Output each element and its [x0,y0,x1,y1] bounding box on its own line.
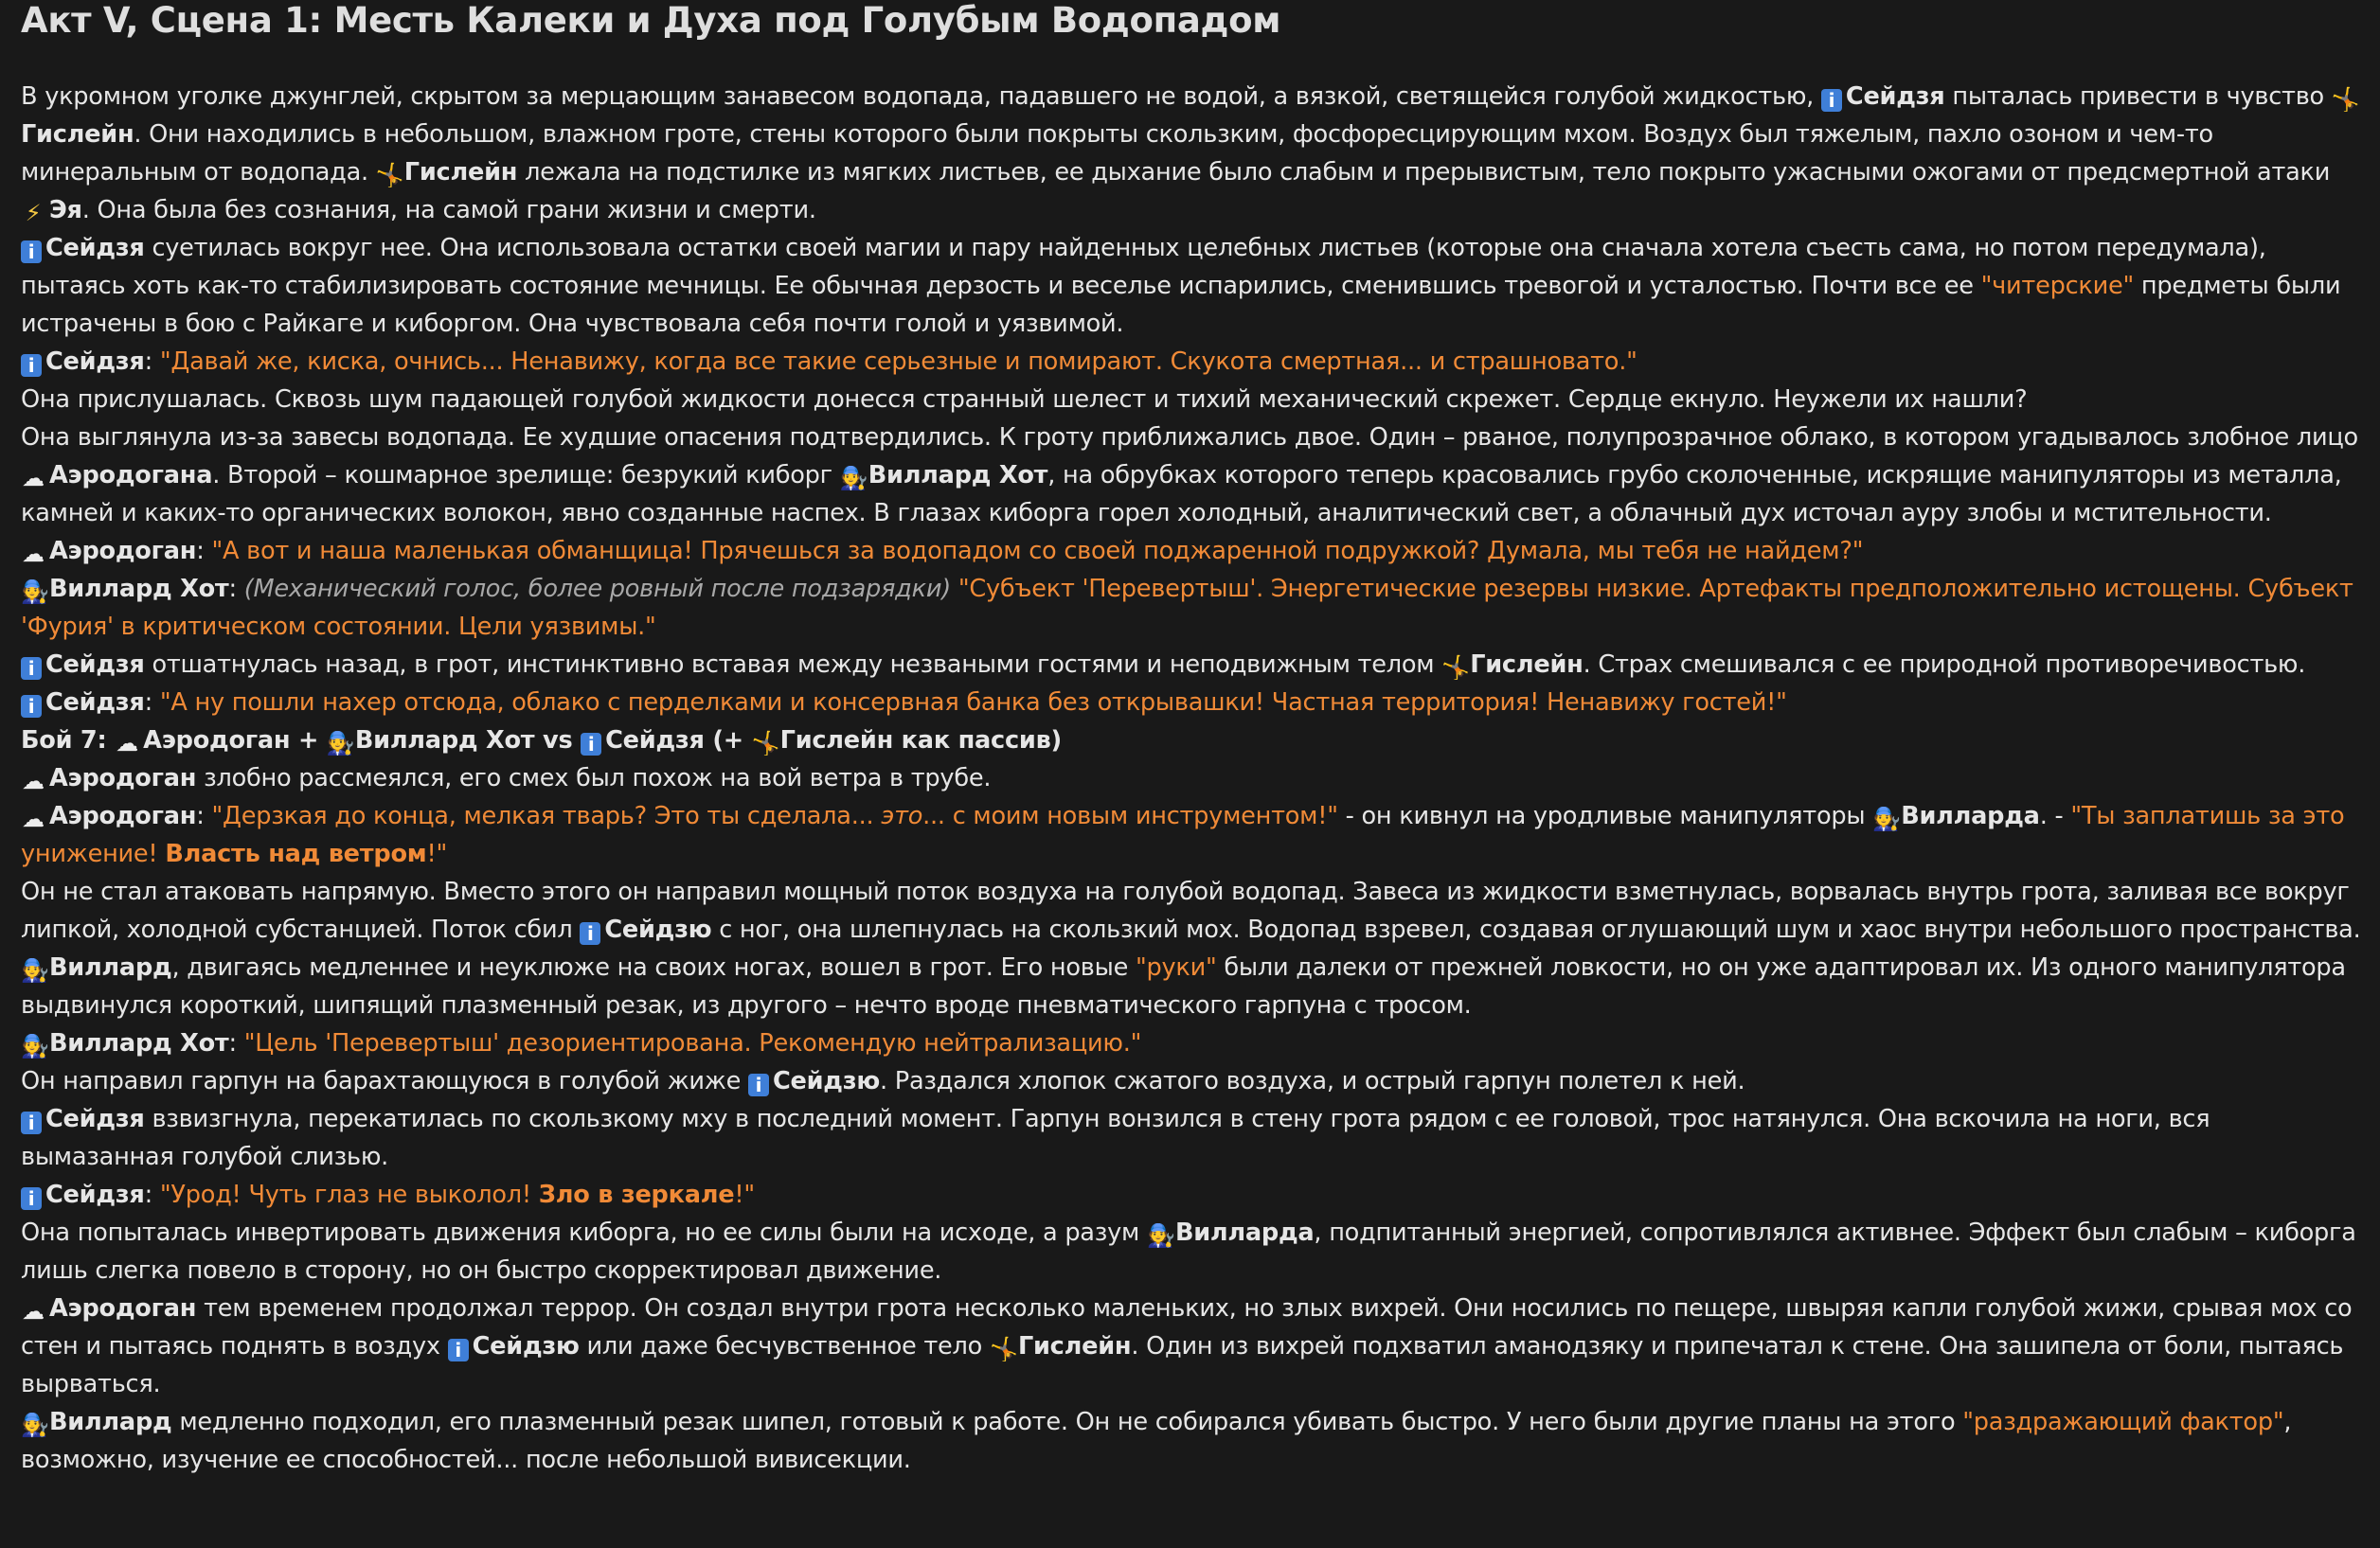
quote-text: ... с моим новым инструментом!" [922,802,1338,830]
paragraph [21,1100,2361,1176]
narration-text: . - [2039,802,2071,830]
quote-text: !" [426,840,447,868]
character-name: Сейдзю [472,1332,580,1361]
info-icon: i [1821,89,1842,112]
character-name: Сейдзя [45,1105,145,1133]
narration-text [951,575,958,603]
paragraph [21,418,2361,532]
narration-text: , возможно, изучение ее способностей... после небольшой вивисекции. [21,1408,2292,1474]
character-name: Аэродоган + [143,726,327,755]
paragraph [21,949,2361,1024]
paragraph [21,532,2361,570]
technologist-icon: 🧑‍🔧 [21,957,49,984]
narration-text: Она прислушалась. Сквозь шум падающей голубой жидкости донесся странный шелест и тихий механический скрежет. Сердце екнуло. Неужели их нашли? [21,385,2028,414]
character-name: Сейдзя [1845,82,1945,111]
narration-text: , на обрубках которого теперь красовались грубо сколоченные, искрящие манипуляторы из металла, камней и каких-то органических волокон, явно созданные наспех. В глазах киборга горел холодный, аналитический свет, а облачный дух источал ауру злобы и мстительности. [21,461,2342,527]
page-title: Акт V, Сцена 1: Месть Калеки и Духа под Голубым Водопадом [21,0,1281,41]
narration-text: : [144,688,160,717]
narration-text: , подпитанный энергией, сопротивлялся активнее. Эффект был слабым – киборга лишь слегка повело в сторону, но он быстро скорректировал движение. [21,1219,2356,1285]
info-icon: i [21,657,42,680]
narration-text: взвизгнула, перекатилась по скользкому мху в последний момент. Гарпун вонзился в стену грота рядом с ее головой, трос натянулся. Она вскочила на ноги, вся вымазанная голубой слизью. [21,1105,2210,1171]
narration-text: лежала на подстилке из мягких листьев, ее дыхание было слабым и прерывистым, тело покрыто ужасными ожогами от предсмертной атаки [517,158,2331,187]
info-icon: i [580,922,600,945]
technologist-icon: 🧑‍🔧 [326,730,355,756]
technologist-icon: 🧑‍🔧 [839,465,868,491]
quote-text: Зло в зеркале [538,1181,735,1209]
narration-text: . Они находились в небольшом, влажном гроте, стены которого были покрыты скользким, фосфоресцирующим мхом. Воздух был тяжелым, пахло озоном и чем-то минеральным от водопада. [21,120,2213,187]
acrobat-icon: 🤸 [989,1336,1018,1362]
cloud-icon: ☁ [116,730,139,756]
narration-text: были далеки от прежней ловкости, но он уже адаптировал их. Из одного манипулятора выдвинулся короткий, шипящий плазменный резак, из другого – нечто вроде пневматического гарпуна с тросом. [21,953,2346,1020]
cloud-icon: ☁ [22,1298,45,1325]
character-name: Виллард [49,953,172,982]
quote-text: "А вот и наша маленькая обманщица! Прячешься за водопадом со своей поджаренной подружкой? Думала, мы тебя не найдем?" [211,537,1864,565]
quote-text: "руки" [1135,953,1217,982]
character-name: Вилларда [1174,1219,1315,1247]
character-name: Сейдзя (+ [605,726,752,755]
narration-text: . Второй – кошмарное зрелище: безрукий киборг [212,461,840,489]
narration-text: , двигаясь медленнее и неуклюже на своих ногах, вошел в грот. Его новые [171,953,1136,982]
paragraph [21,721,2361,759]
narration-text: . Она была без сознания, на самой грани жизни и смерти. [81,196,816,224]
technologist-icon: 🧑‍🔧 [21,1412,49,1438]
character-name: Аэродоган [49,1294,197,1323]
info-icon: i [21,695,42,718]
narration-text: Она попыталась инвертировать движения киборга, но ее силы были на исходе, а разум [21,1219,1147,1247]
narration-text: : [196,537,212,565]
character-name: Гислейн как пассив) [779,726,1062,755]
character-name: Вилларда [1901,802,2040,830]
quote-text: "А ну пошли нахер отсюда, облако с перделками и консервная банка без открывашки! Частная территория! Ненавижу гостей!" [159,688,1787,717]
narration-text: с ног, она шлепнулась на скользкий мох. Водопад взревел, создавая оглушающий шум и хаос внутри небольшого пространства. [711,916,2361,944]
character-name: Гислейн [403,158,518,187]
acrobat-icon: 🤸 [2331,86,2360,113]
paragraph [21,1062,2361,1100]
narration-text: : [144,347,160,376]
document-body [21,78,2361,1479]
character-name: Сейдзю [604,916,712,944]
technologist-icon: 🧑‍🔧 [21,578,49,605]
info-icon: i [21,1112,42,1134]
narration-text: медленно подходил, его плазменный резак шипел, готовый к работе. Он не собирался убивать быстро. У него были другие планы на этого [171,1408,1963,1436]
character-name: Гислейн [21,120,134,149]
character-name: Аэродоган [49,802,197,830]
quote-text: "Урод! Чуть глаз не выколол! [159,1181,539,1209]
narration-text: злобно рассмеялся, его смех был похож на вой ветра в трубе. [196,764,992,792]
character-name: Сейдзя [45,650,145,679]
character-name: Сейдзя [45,347,145,376]
narration-text: Она выглянула из-за завесы водопада. Ее худшие опасения подтвердились. К гроту приближались двое. Один – рваное, полупрозрачное облако, в котором угадывалось злобное лицо [21,423,2358,452]
paragraph [21,1024,2361,1062]
paragraph [21,381,2361,418]
quote-text: "Ты заплатишь за это унижение! [21,802,2345,868]
info-icon: i [748,1074,769,1096]
narration-text: или даже бесчувственное тело [579,1332,990,1361]
quote-text: Власть над ветром [165,840,427,868]
narration-text: предметы были истрачены в бою с Райкаге и киборгом. Она чувствовала себя почти голой и уязвимой. [21,272,2341,338]
paragraph [21,229,2361,343]
paragraph [21,570,2361,646]
narration-text: Он не стал атаковать напрямую. Вместо этого он направил мощный поток воздуха на голубой водопад. Завеса из жидкости взметнулась, ворвалась внутрь грота, заливая все вокруг липкой, холодной субстанцией. Поток сбил [21,878,2350,944]
narration-text: . Раздался хлопок сжатого воздуха, и острый гарпун полетел к ней. [879,1067,1745,1095]
narration-text: : [228,575,244,603]
paragraph [21,1403,2361,1479]
character-name: Виллард Хот [868,461,1048,489]
acrobat-icon: 🤸 [751,730,780,756]
character-name: Аэродогана [49,461,213,489]
character-name: Аэродоган [49,764,197,792]
character-name: Гислейн [1017,1332,1132,1361]
technologist-icon: 🧑‍🔧 [1872,806,1901,832]
lightning-icon: ⚡ [25,200,42,226]
info-icon: i [21,354,42,377]
narration-text: Он направил гарпун на барахтающуюся в голубой жиже [21,1067,748,1095]
narration-text: В укромном уголке джунглей, скрытом за мерцающим занавесом водопада, падавшего не водой, а вязкой, светящейся голубой жидкостью, [21,82,1821,111]
quote-text: "раздражающий фактор" [1962,1408,2284,1436]
narration-text: отшатнулась назад, в грот, инстинктивно вставая между незваными гостями и неподвижным телом [144,650,1442,679]
info-icon: i [21,240,42,263]
character-name: Аэродоган [49,537,197,565]
narration-text: суетилась вокруг нее. Она использовала остатки своей магии и пару найденных целебных листьев (которые она сначала хотела съесть сама, но потом передумала), пытаясь хоть как-то стабилизировать состояние мечницы. Ее обычная дерзость и веселье испарились, сменившись тревогой и усталостью. Почти все ее [21,234,2266,300]
character-name: Виллард Хот [49,575,229,603]
narration-text: . Один из вихрей подхватил аманодзяку и припечатал к стене. Она зашипела от боли, пытаясь вырваться. [21,1332,2344,1398]
character-name: Эя [49,196,82,224]
paragraph [21,684,2361,721]
paragraph [21,1290,2361,1403]
stage-direction: (Механический голос, более ровный после подзарядки) [243,575,951,603]
narration-text: : [228,1029,244,1058]
acrobat-icon: 🤸 [1441,654,1470,681]
narration-text: тем временем продолжал террор. Он создал внутри грота несколько маленьких, но злых вихрей. Они носились по пещере, швыряя капли голубой жижи, срывая мох со стен и пытаясь поднять в воздух [21,1294,2353,1361]
paragraph [21,797,2361,873]
info-icon: i [581,733,601,756]
character-name: Сейдзю [772,1067,880,1095]
character-name: Сейдзя [45,234,145,262]
quote-text: "Цель 'Перевертыш' дезориентирована. Рекомендую нейтрализацию." [243,1029,1142,1058]
paragraph [21,646,2361,684]
character-name: Виллард Хот [49,1029,229,1058]
character-name: Виллард [49,1408,172,1436]
technologist-icon: 🧑‍🔧 [1146,1222,1175,1249]
character-name: Сейдзя [45,688,145,717]
narration-text: пыталась привести в чувство [1944,82,2332,111]
character-name: Виллард Хот vs [354,726,582,755]
narration-text: . Страх смешивался с ее природной противоречивостью. [1583,650,2306,679]
cloud-icon: ☁ [22,806,45,832]
paragraph [21,759,2361,797]
cloud-icon: ☁ [22,541,45,567]
character-name: Гислейн [1470,650,1584,679]
paragraph [21,78,2361,229]
quote-text: !" [734,1181,755,1209]
narration-text: : [196,802,212,830]
paragraph [21,343,2361,381]
technologist-icon: 🧑‍🔧 [21,1033,49,1059]
character-name: Бой 7: [21,726,116,755]
info-icon: i [21,1187,42,1210]
cloud-icon: ☁ [22,465,45,491]
quote-text: "читерские" [1980,272,2135,300]
cloud-icon: ☁ [22,768,45,794]
paragraph [21,1176,2361,1214]
narration-text: - он кивнул на уродливые манипуляторы [1337,802,1873,830]
acrobat-icon: 🤸 [375,162,404,188]
quote-text: "Дерзкая до конца, мелкая тварь? Это ты сделала... [211,802,882,830]
character-name: Сейдзя [45,1181,145,1209]
quote-text: "Субъект 'Перевертыш'. Энергетические резервы низкие. Артефакты предположительно истощены. Субъект 'Фурия' в критическом состоянии. Цели уязвимы." [21,575,2353,641]
quote-text: это [881,802,923,830]
narration-text: : [144,1181,160,1209]
quote-text: "Давай же, киска, очнись... Ненавижу, когда все такие серьезные и помирают. Скукота смертная... и страшновато." [159,347,1637,376]
paragraph [21,1214,2361,1290]
info-icon: i [448,1339,469,1361]
paragraph [21,873,2361,949]
